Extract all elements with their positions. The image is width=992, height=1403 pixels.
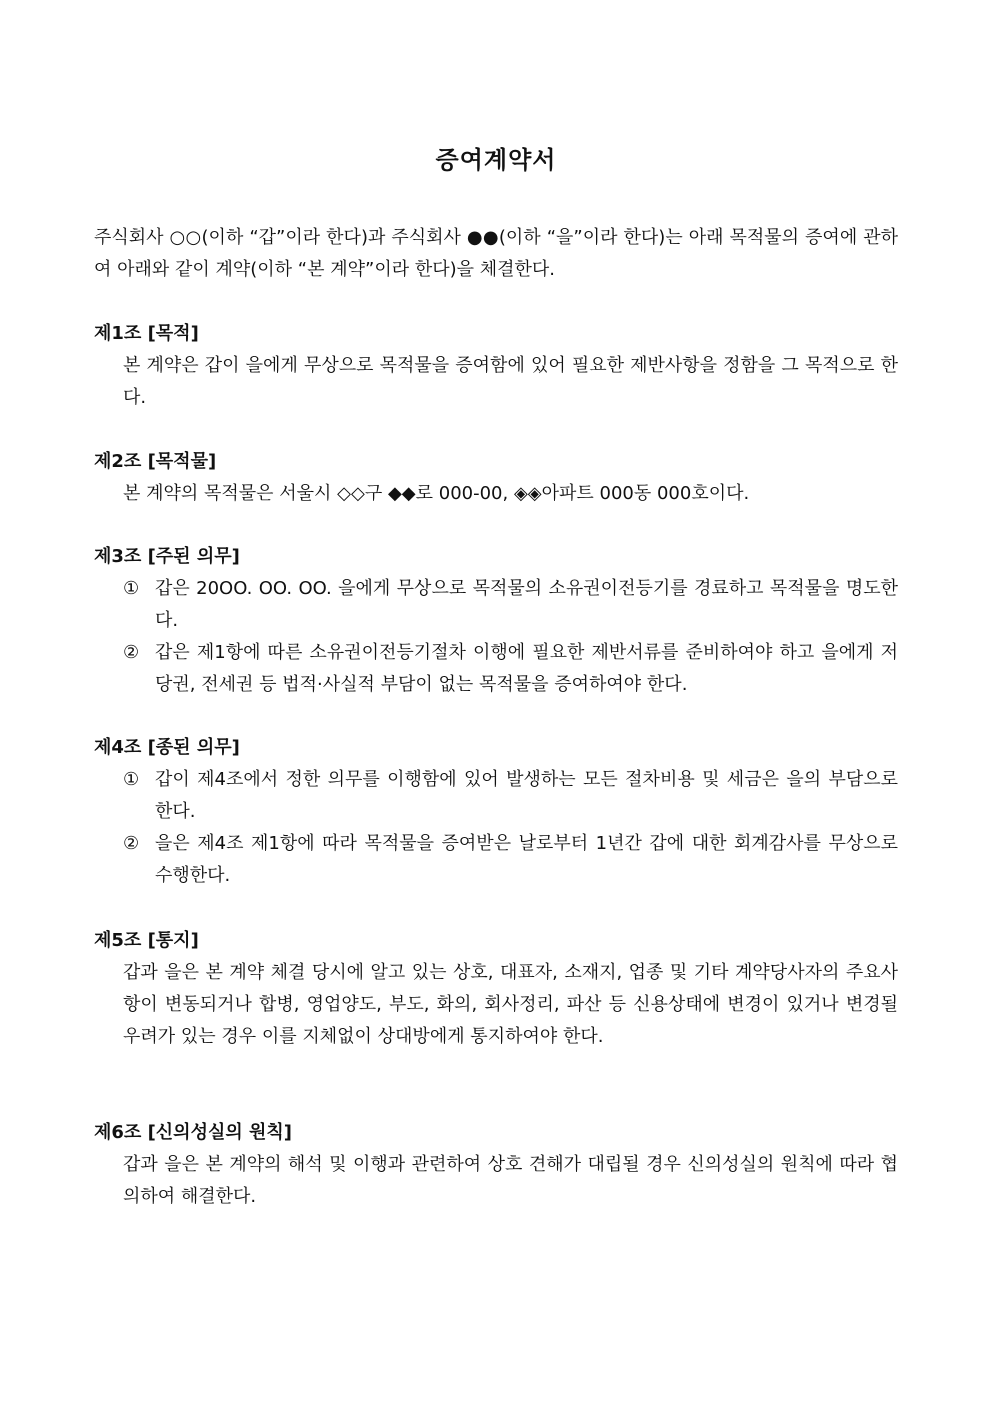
article-heading: 제5조 [통지] (94, 930, 199, 951)
article-2 (94, 446, 898, 510)
clause-number: ② (123, 833, 140, 854)
article-4 (94, 732, 898, 892)
clause-number: ② (123, 642, 140, 663)
article-body: 갑과 을은 본 계약의 해석 및 이행과 관련하여 상호 견해가 대립될 경우 신의성실의 원칙에 따라 협의하여 해결한다. (123, 1154, 898, 1207)
clause-number: ① (123, 769, 140, 790)
clause-item (123, 764, 898, 828)
article-5 (94, 925, 898, 1053)
document-title: 증여계약서 (435, 146, 557, 174)
clause-text: 갑은 20OO. OO. OO. 을에게 무상으로 목적물의 소유권이전등기를 경료하고 목적물을 명도한다. (155, 578, 898, 631)
article-heading: 제1조 [목적] (94, 323, 199, 344)
clause-text: 갑이 제4조에서 정한 의무를 이행함에 있어 발생하는 모든 절차비용 및 세금은 을의 부담으로 한다. (155, 769, 898, 822)
clause-text: 을은 제4조 제1항에 따라 목적물을 증여받은 날로부터 1년간 갑에 대한 회계감사를 무상으로 수행한다. (155, 833, 898, 886)
article-heading: 제6조 [신의성실의 원칙] (94, 1122, 293, 1143)
intro-paragraph: 주식회사 ○○(이하 “갑”이라 한다)과 주식회사 ●●(이하 “을”이라 한다)는 아래 목적물의 증여에 관하여 아래와 같이 계약(이하 “본 계약”이라 한다)을 체결한다. (94, 227, 898, 280)
clause-item (123, 637, 898, 701)
article-6 (94, 1117, 898, 1213)
clause-item (123, 828, 898, 892)
clause-item (123, 573, 898, 637)
article-heading: 제2조 [목적물] (94, 451, 217, 472)
article-body: 본 계약은 갑이 을에게 무상으로 목적물을 증여함에 있어 필요한 제반사항을 정함을 그 목적으로 한다. (123, 355, 898, 408)
article-1 (94, 318, 898, 414)
article-heading: 제3조 [주된 의무] (94, 546, 240, 567)
clause-text: 갑은 제1항에 따른 소유권이전등기절차 이행에 필요한 제반서류를 준비하여야 하고 을에게 저당권, 전세권 등 법적·사실적 부담이 없는 목적물을 증여하여야 한다. (155, 642, 898, 695)
article-body: 본 계약의 목적물은 서울시 ◇◇구 ◆◆로 000-00, ◈◈아파트 000동 000호이다. (123, 483, 750, 504)
clause-number: ① (123, 578, 140, 599)
article-body: 갑과 을은 본 계약 체결 당시에 알고 있는 상호, 대표자, 소재지, 업종 및 기타 계약당사자의 주요사항이 변동되거나 합병, 영업양도, 부도, 화의, 회사정리, 파산 등 신용상태에 변경이 있거나 변경될 우려가 있는 경우 이를 지체없이 상대방에게 통지하여야 한다. (123, 962, 898, 1047)
article-3 (94, 541, 898, 701)
article-heading: 제4조 [종된 의무] (94, 737, 240, 758)
